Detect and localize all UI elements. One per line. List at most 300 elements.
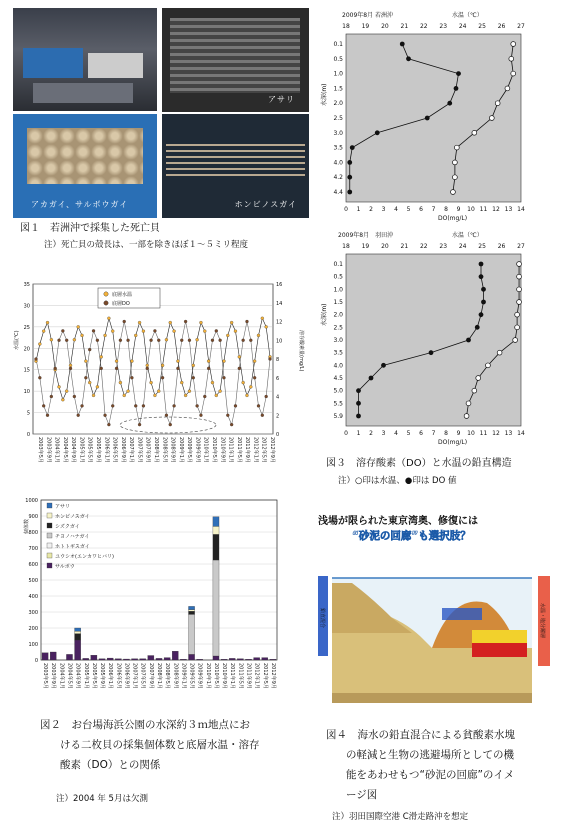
fig1-note: 注）死亡貝の殻長は、一部を除きほぼ１～５ミリ程度 xyxy=(44,240,249,250)
bar-segment xyxy=(123,659,129,660)
do-point xyxy=(65,339,68,342)
bar-ytick: 900 xyxy=(28,514,38,520)
bar-segment xyxy=(189,654,195,660)
depth-tick: 2.0 xyxy=(333,311,343,319)
do-point xyxy=(88,348,91,351)
bar-xtick: 2008年1月 xyxy=(156,663,162,689)
do-point xyxy=(58,339,61,342)
bar-xtick: 2007年9月 xyxy=(147,663,154,689)
temp-point xyxy=(451,190,456,195)
temp-point xyxy=(203,330,206,333)
bar-segment xyxy=(213,656,219,660)
temp-tick: 23 xyxy=(439,243,448,250)
do-tick: 9 xyxy=(456,430,461,437)
bar-xtick: 2009年9月 xyxy=(196,663,203,689)
fig2-caption-line-1: 図２ お台場海浜公園の水深約３ｍ地点にお xyxy=(40,719,250,731)
fig3-bottom-do-label: DO(mg/L) xyxy=(438,439,468,446)
do-tick: 0 xyxy=(344,206,348,213)
do-point xyxy=(447,101,452,106)
line-xtick: 2008年1月 xyxy=(153,437,159,463)
temp-point xyxy=(46,321,49,324)
right-ytick: 16 xyxy=(276,282,283,288)
temp-point xyxy=(84,360,87,363)
do-point xyxy=(454,86,459,91)
temp-point xyxy=(157,390,160,393)
do-point xyxy=(234,404,237,407)
fig2-bar-chart xyxy=(8,494,308,708)
depth-tick: 1.0 xyxy=(333,70,343,78)
fig3-top-temp-label: 水温（℃） xyxy=(452,12,483,19)
depth-tick: 3.5 xyxy=(333,144,343,152)
temp-tick: 18 xyxy=(342,23,350,30)
depth-tick: 2.5 xyxy=(333,324,343,332)
temp-point xyxy=(511,42,516,47)
do-point xyxy=(242,339,245,342)
temp-tick: 27 xyxy=(517,243,525,250)
temp-point xyxy=(69,364,72,367)
do-point xyxy=(347,160,352,165)
temp-point xyxy=(466,401,471,406)
bar-segment xyxy=(156,658,162,660)
depth-tick: 0.5 xyxy=(333,55,343,63)
do-tick: 13 xyxy=(504,206,513,213)
line-xtick: 2009年9月 xyxy=(194,437,201,463)
depth-tick: 5.9 xyxy=(333,413,343,420)
temp-point xyxy=(511,71,516,76)
photo-asari-tray xyxy=(162,8,309,112)
bar-xtick: 2009年5月 xyxy=(188,663,195,689)
temp-point xyxy=(119,381,122,384)
left-ytick: 10 xyxy=(23,389,30,396)
temp-point xyxy=(100,355,103,358)
temp-point xyxy=(173,330,176,333)
do-point xyxy=(261,414,264,417)
temp-tick: 19 xyxy=(361,23,370,30)
fig2-note: 注）2004 年 5月は欠測 xyxy=(56,794,148,804)
temp-point xyxy=(242,381,245,384)
depth-tick: 4.0 xyxy=(333,159,343,167)
do-point xyxy=(176,367,179,370)
temp-point xyxy=(207,360,210,363)
right-ytick: 8 xyxy=(276,357,280,363)
temp-point xyxy=(489,116,494,121)
temp-tick: 27 xyxy=(517,23,525,30)
do-point xyxy=(350,145,355,150)
fig3-bottom-profile xyxy=(316,226,566,448)
temp-point xyxy=(104,334,107,337)
fig3-top-title: 2009年8月 若洲沖 xyxy=(342,12,393,19)
temp-point xyxy=(245,394,248,397)
depth-tick: 3.0 xyxy=(333,337,343,344)
do-tick: 3 xyxy=(381,430,386,437)
bar-segment xyxy=(115,659,121,660)
temp-point xyxy=(513,338,518,343)
temp-point xyxy=(61,398,64,401)
temp-tick: 20 xyxy=(381,23,389,30)
depth-tick: 3.0 xyxy=(333,129,343,137)
temp-point xyxy=(517,300,522,305)
bar-xtick: 2007年5月 xyxy=(139,663,146,689)
fig4-caption-line-1: 図４ 海水の鉛直混合による貧酸素水塊 xyxy=(326,729,515,741)
bar-xtick: 2008年5月 xyxy=(164,663,171,689)
depth-tick: 4.5 xyxy=(333,375,343,382)
do-tick: 11 xyxy=(479,206,488,213)
do-point xyxy=(188,339,191,342)
do-tick: 0 xyxy=(344,430,348,437)
legend-swatch xyxy=(47,533,52,538)
bar-ytick: 600 xyxy=(28,562,38,568)
do-tick: 8 xyxy=(444,430,448,437)
bar-segment xyxy=(237,659,243,660)
do-tick: 4 xyxy=(394,206,398,213)
temp-point xyxy=(486,363,491,368)
do-point xyxy=(269,358,272,361)
temp-point xyxy=(226,334,229,337)
bar-segment xyxy=(75,634,81,640)
fig3-bottom-title: 2009年8月 羽田沖 xyxy=(338,232,394,239)
do-point xyxy=(77,414,80,417)
do-point xyxy=(265,395,268,398)
depth-tick: 1.5 xyxy=(333,85,343,93)
do-tick: 14 xyxy=(517,206,525,213)
do-point xyxy=(35,358,38,361)
do-point xyxy=(425,116,430,121)
do-point xyxy=(356,388,361,393)
do-point xyxy=(115,367,118,370)
temp-point xyxy=(497,350,502,355)
bar-xtick: 2012年5月 xyxy=(261,663,268,689)
do-point xyxy=(180,339,183,342)
left-ytick: 5 xyxy=(26,410,30,417)
do-point xyxy=(481,287,486,292)
right-ytick: 0 xyxy=(276,432,280,438)
depth-tick: 2.0 xyxy=(333,100,343,108)
do-point xyxy=(157,339,160,342)
bar-xtick: 2003年9月 xyxy=(50,663,57,689)
temp-point xyxy=(230,321,233,324)
do-tick: 6 xyxy=(419,206,423,213)
depth-tick: 4.4 xyxy=(333,189,343,196)
temp-point xyxy=(196,338,199,341)
do-point xyxy=(481,300,486,305)
bar-segment xyxy=(50,652,56,660)
temp-point xyxy=(505,86,510,91)
bar-xtick: 2011年5月 xyxy=(237,663,244,689)
left-ytick: 20 xyxy=(23,346,30,353)
temp-tick: 24 xyxy=(458,243,467,250)
fig2-left-ylabel: 水温(℃) xyxy=(14,330,20,350)
right-ytick: 4 xyxy=(276,394,280,401)
temp-point xyxy=(92,394,95,397)
do-point xyxy=(381,363,386,368)
temp-point xyxy=(199,321,202,324)
bar-segment xyxy=(172,651,178,660)
temp-point xyxy=(515,312,520,317)
legend-swatch xyxy=(47,503,52,508)
bar-xtick: 2008年9月 xyxy=(172,663,179,689)
fig4-side-left: 鉛直混合 xyxy=(319,608,325,629)
fig3-bottom-temp-label: 水温（℃） xyxy=(452,232,483,239)
bar-xtick: 2006年5月 xyxy=(115,663,122,689)
do-point xyxy=(253,376,256,379)
photo-label-asari: アサリ xyxy=(268,95,295,104)
bar-xtick: 2004年1月 xyxy=(58,663,65,689)
bar-xtick: 2010年9月 xyxy=(221,663,228,689)
temp-point xyxy=(73,338,76,341)
temp-point xyxy=(42,330,45,333)
do-point xyxy=(73,395,76,398)
line-xtick: 2007年1月 xyxy=(128,437,135,463)
right-ytick: 2 xyxy=(276,413,280,420)
temp-point xyxy=(165,338,168,341)
depth-tick: 5.0 xyxy=(333,387,343,395)
right-ytick: 14 xyxy=(276,300,283,307)
photo-akagai-tray xyxy=(13,114,157,218)
line-xtick: 2012年1月 xyxy=(252,437,259,463)
line-xtick: 2010年1月 xyxy=(202,437,209,463)
legend-swatch xyxy=(47,563,52,568)
bar-segment xyxy=(189,611,195,614)
do-tick: 9 xyxy=(456,206,461,213)
do-point xyxy=(347,190,352,195)
do-point xyxy=(119,339,122,342)
line-xtick: 2006年1月 xyxy=(103,437,110,463)
bar-segment xyxy=(213,534,219,560)
bar-xtick: 2011年9月 xyxy=(245,663,252,689)
fig3-note: 注）○印は水温、●印は DO 値 xyxy=(338,476,457,486)
fig3-bottom-depth-label: 水深(m) xyxy=(321,303,328,326)
temp-tick: 23 xyxy=(439,23,448,30)
temp-tick: 20 xyxy=(381,243,389,250)
line-xtick: 2006年5月 xyxy=(111,437,118,463)
fig4-caption xyxy=(326,725,562,805)
line-xtick: 2003年9月 xyxy=(45,437,52,463)
do-point xyxy=(184,320,187,323)
fig4-illustration xyxy=(312,508,560,708)
bar-xtick: 2004年9月 xyxy=(74,663,81,689)
temp-tick: 18 xyxy=(342,243,350,250)
temp-point xyxy=(253,360,256,363)
temp-point xyxy=(261,317,264,320)
line-xtick: 2003年5月 xyxy=(37,437,43,463)
depth-tick: 2.5 xyxy=(333,115,343,122)
line-xtick: 2004年1月 xyxy=(53,437,60,463)
do-tick: 7 xyxy=(431,206,436,213)
do-point xyxy=(347,175,352,180)
do-point xyxy=(69,367,72,370)
bar-xtick: 2012年9月 xyxy=(269,663,276,689)
fig2-caption-line-3: 酸素（DO）との関係 xyxy=(60,759,161,771)
bar-segment xyxy=(83,658,89,660)
do-tick: 14 xyxy=(517,430,525,437)
temp-point xyxy=(107,317,110,320)
temp-point xyxy=(509,56,514,61)
do-point xyxy=(226,414,229,417)
fig1-caption: 図１ 若洲沖で採集した死亡貝 xyxy=(20,223,160,234)
line-xtick: 2012年5月 xyxy=(260,437,267,463)
do-tick: 10 xyxy=(467,206,475,213)
do-point xyxy=(92,329,95,332)
temp-point xyxy=(88,381,91,384)
do-point xyxy=(249,339,252,342)
right-ytick: 12 xyxy=(276,319,283,326)
line-xtick: 2007年9月 xyxy=(144,437,151,463)
do-point xyxy=(215,329,218,332)
fig3-top-depth-label: 水深(m) xyxy=(321,83,328,106)
temp-point xyxy=(153,394,156,397)
temp-point xyxy=(184,394,187,397)
do-point xyxy=(38,376,41,379)
temp-tick: 22 xyxy=(419,243,428,250)
bar-segment xyxy=(75,628,81,631)
bar-segment xyxy=(189,606,195,609)
temp-point xyxy=(517,262,522,267)
do-point xyxy=(192,376,195,379)
temp-point xyxy=(130,360,133,363)
bar-ytick: 500 xyxy=(28,578,38,584)
bar-xtick: 2007年1月 xyxy=(131,663,138,689)
do-point xyxy=(173,404,176,407)
bar-ytick: 800 xyxy=(28,530,38,536)
temp-point xyxy=(65,390,68,393)
fig4-side-right: 水温・塩分躍層 xyxy=(539,603,545,639)
do-point xyxy=(456,71,461,76)
do-point xyxy=(203,395,206,398)
bar-ytick: 200 xyxy=(28,626,38,632)
bar-xtick: 2009年1月 xyxy=(180,663,187,689)
temp-point xyxy=(265,325,268,328)
photo-specimens-desk xyxy=(13,8,157,111)
do-point xyxy=(81,404,84,407)
legend-do: 底層DO xyxy=(112,301,130,307)
temp-point xyxy=(150,381,153,384)
line-xtick: 2011年5月 xyxy=(235,437,242,463)
fig3-top-do-label: DO(mg/L) xyxy=(438,215,468,222)
do-point xyxy=(42,404,45,407)
do-tick: 8 xyxy=(444,206,448,213)
legend-label: ユウシオ(エンカワヒバリ) xyxy=(55,554,114,560)
do-point xyxy=(375,130,380,135)
bar-segment xyxy=(107,658,113,660)
temp-point xyxy=(180,381,183,384)
bar-segment xyxy=(66,654,72,660)
line-xtick: 2012年9月 xyxy=(269,437,275,463)
temp-point xyxy=(219,390,222,393)
do-point xyxy=(142,404,145,407)
temp-tick: 25 xyxy=(478,243,486,250)
temp-point xyxy=(138,321,141,324)
bar-xtick: 2010年1月 xyxy=(204,663,211,689)
do-point xyxy=(479,262,484,267)
temp-point xyxy=(215,394,218,397)
temp-point xyxy=(257,334,260,337)
temp-point xyxy=(123,394,126,397)
bar-segment xyxy=(99,659,105,660)
line-xtick: 2006年9月 xyxy=(119,437,126,463)
do-point xyxy=(111,404,114,407)
do-point xyxy=(123,320,126,323)
line-xtick: 2008年9月 xyxy=(169,437,176,463)
temp-point xyxy=(222,360,225,363)
do-point xyxy=(130,376,133,379)
do-point xyxy=(199,414,202,417)
fig4-note: 注）羽田国際空港 C滑走路沖を想定 xyxy=(332,812,469,822)
fig2-legend xyxy=(98,288,160,308)
do-tick: 10 xyxy=(467,430,475,437)
bar-xtick: 2006年1月 xyxy=(107,663,114,689)
do-tick: 5 xyxy=(406,206,411,213)
temp-tick: 25 xyxy=(478,23,486,30)
do-point xyxy=(245,320,248,323)
do-tick: 12 xyxy=(492,206,500,213)
temp-point xyxy=(249,385,252,388)
bar-segment xyxy=(42,653,48,660)
fig4-caption-line-4: ージ図 xyxy=(346,789,378,801)
bar-segment xyxy=(140,659,146,660)
bar-segment xyxy=(91,655,97,660)
line-xtick: 2004年9月 xyxy=(70,437,77,463)
legend-label: シズクガイ xyxy=(55,524,80,530)
left-ytick: 0 xyxy=(26,432,30,438)
temp-tick: 21 xyxy=(400,23,409,30)
bar-segment xyxy=(213,526,219,534)
depth-tick: 1.5 xyxy=(333,299,343,306)
line-xtick: 2004年5月 xyxy=(61,437,68,463)
temp-tick: 19 xyxy=(361,243,370,250)
bar-ytick: 300 xyxy=(28,610,38,616)
photo-label-honbinosu: ホンビノスガイ xyxy=(234,200,297,209)
bar-xtick: 2012年1月 xyxy=(253,663,260,689)
do-point xyxy=(138,423,141,426)
line-xtick: 2008年5月 xyxy=(161,437,168,463)
temp-point xyxy=(38,343,41,346)
do-point xyxy=(100,367,103,370)
temp-point xyxy=(238,355,241,358)
line-xtick: 2010年9月 xyxy=(219,437,226,463)
temp-point xyxy=(111,330,114,333)
temp-point xyxy=(96,385,99,388)
do-tick: 3 xyxy=(381,206,386,213)
do-point xyxy=(222,376,225,379)
do-tick: 13 xyxy=(504,430,513,437)
fig4-caption-line-2: の軽減と生物の逃避場所としての機 xyxy=(346,749,514,761)
do-point xyxy=(400,42,405,47)
do-point xyxy=(104,414,107,417)
legend-swatch xyxy=(47,513,52,518)
depth-tick: 0.1 xyxy=(333,261,343,268)
temp-point xyxy=(464,414,469,419)
do-point xyxy=(169,423,172,426)
do-point xyxy=(96,339,99,342)
temp-point xyxy=(176,360,179,363)
bar-segment xyxy=(180,659,186,660)
line-xtick: 2009年1月 xyxy=(177,437,184,463)
line-xtick: 2011年9月 xyxy=(244,437,251,463)
do-point xyxy=(150,339,153,342)
temp-point xyxy=(50,338,53,341)
temp-tick: 26 xyxy=(497,23,506,30)
temp-point xyxy=(495,101,500,106)
do-point xyxy=(61,329,64,332)
fig2-bar-ylabel: 個体数 xyxy=(24,518,30,534)
do-point xyxy=(134,404,137,407)
bar-segment xyxy=(132,659,138,660)
fig4-scene xyxy=(312,548,560,708)
depth-tick: 0.5 xyxy=(333,273,343,281)
legend-label: ホンビノスガイ xyxy=(55,514,90,520)
do-point xyxy=(466,338,471,343)
temp-tick: 22 xyxy=(419,23,428,30)
